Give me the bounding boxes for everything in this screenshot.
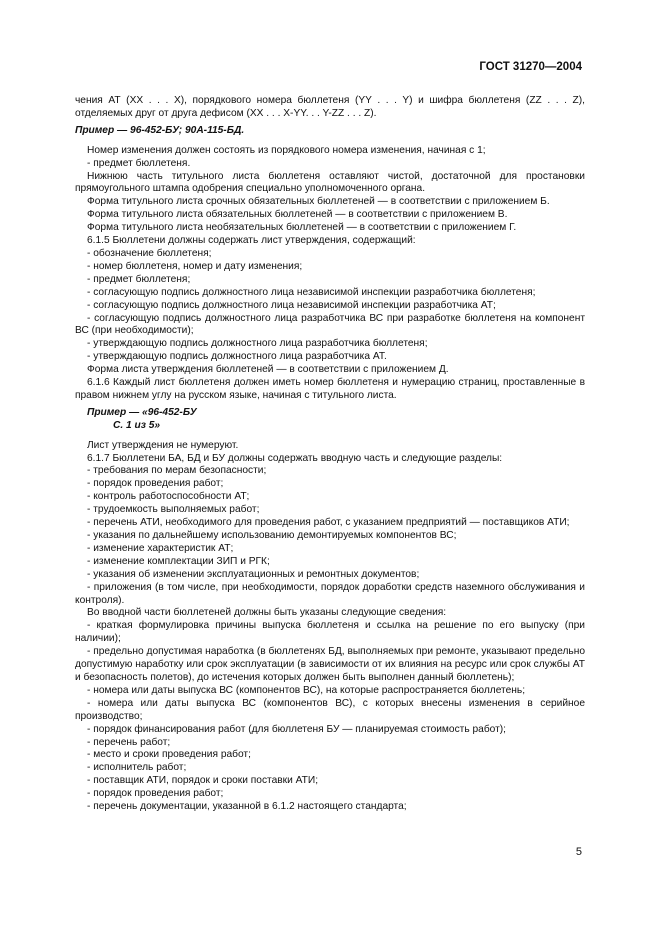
example: Пример — 96-452-БУ; 90А-115-БД. bbox=[75, 124, 245, 136]
list-item: - номера или даты выпуска ВС (компонентов ВС), на которые распространяется бюллетень; bbox=[87, 684, 526, 696]
standard-designation: ГОСТ 31270—2004 bbox=[479, 61, 582, 73]
list-item: - приложения (в том числе, при необходимости, порядок доработки средств наземного обслуживания и контроля). bbox=[75, 581, 585, 606]
page-number: 5 bbox=[575, 846, 582, 858]
list-item: - обозначение бюллетеня; bbox=[87, 247, 212, 259]
list-item: - место и сроки проведения работ; bbox=[87, 749, 251, 761]
list-item: - краткая формулировка причины выпуска бюллетеня и ссылка на решение по его выпуску (при наличии); bbox=[75, 620, 585, 645]
list-item: - согласующую подпись должностного лица разработчика ВС при разработке бюллетеня на компонент ВС (при необходимости); bbox=[75, 312, 585, 337]
paragraph: чения АТ (XX . . . X), порядкового номера бюллетеня (YY . . . Y) и шифра бюллетеня (ZZ . . . Z), отделяемых друг от друга дефисом (XX . . . X-YY. . . Y-ZZ . . . Z). bbox=[75, 95, 585, 119]
paragraph: Форма титульного листа необязательных бюллетеней — в соответствии с приложением Г. bbox=[87, 222, 517, 234]
example: Пример — «96-452-БУ bbox=[87, 406, 197, 418]
paragraph: Форма титульного листа обязательных бюллетеней — в соответствии с приложением В. bbox=[87, 209, 508, 221]
list-item: - предмет бюллетеня; bbox=[87, 273, 191, 285]
list-item: - перечень документации, указанной в 6.1.2 настоящего стандарта; bbox=[87, 801, 407, 813]
body-text bbox=[75, 95, 585, 814]
list-item: - трудоемкость выполняемых работ; bbox=[87, 504, 260, 516]
paragraph: Форма титульного листа срочных обязательных бюллетеней — в соответствии с приложением Б. bbox=[87, 196, 550, 208]
list-item: - требования по мерам безопасности; bbox=[87, 465, 267, 477]
section-6-1-6: 6.1.6 Каждый лист бюллетеня должен иметь номер бюллетеня и нумерацию страниц, проставленные в правом нижнем углу на русском языке, начиная с титульного листа. bbox=[75, 377, 585, 401]
example-continuation: С. 1 из 5» bbox=[113, 419, 161, 431]
list-item: - исполнитель работ; bbox=[87, 762, 187, 774]
list-item: - утверждающую подпись должностного лица разработчика АТ. bbox=[87, 351, 387, 363]
list-item: - порядок финансирования работ (для бюллетеня БУ — планируемая стоимость работ); bbox=[87, 723, 506, 735]
list-item: - предельно допустимая наработка (в бюллетенях БД, выполняемых при ремонте, указывают предельно допустимую наработку или срок эксплуатации (в зависимости от их влияния на ресурс или срок службы АТ и безопасность полетов), до истечения которых должен быть выполнен данный бюллетень); bbox=[75, 646, 585, 683]
list-item: - указания по дальнейшему использованию демонтируемых компонентов ВС; bbox=[87, 530, 457, 541]
list-item: - порядок проведения работ; bbox=[87, 788, 224, 800]
section-6-1-7: 6.1.7 Бюллетени БА, БД и БУ должны содержать вводную часть и следующие разделы: bbox=[87, 452, 503, 464]
paragraph: Форма листа утверждения бюллетеней — в соответствии с приложением Д. bbox=[87, 364, 449, 376]
list-item: - перечень работ; bbox=[87, 736, 171, 748]
list-item: - изменение характеристик АТ; bbox=[87, 542, 234, 554]
paragraph: Лист утверждения не нумеруют. bbox=[87, 439, 239, 451]
list-item: - согласующую подпись должностного лица независимой инспекции разработчика бюллетеня; bbox=[87, 286, 536, 298]
paragraph: Номер изменения должен состоять из порядкового номера изменения, начиная с 1; bbox=[87, 144, 486, 156]
list-item: - порядок проведения работ; bbox=[87, 478, 224, 490]
list-item: - номер бюллетеня, номер и дату изменения; bbox=[87, 260, 303, 272]
list-item: - перечень АТИ, необходимого для проведения работ, с указанием предприятий — поставщиков АТИ; bbox=[87, 517, 570, 529]
paragraph: Нижнюю часть титульного листа бюллетеня оставляют чистой, достаточной для простановки прямоугольного штампа одобрения специально уполномоченного органа. bbox=[75, 170, 585, 195]
list-item: - утверждающую подпись должностного лица разработчика бюллетеня; bbox=[87, 338, 428, 350]
list-item: - номера или даты выпуска ВС (компонентов ВС), с которых внесены изменения в серийное производство; bbox=[75, 697, 585, 722]
list-item: - указания об изменении эксплуатационных и ремонтных документов; bbox=[87, 568, 420, 580]
paragraph: Во вводной части бюллетеней должны быть указаны следующие сведения: bbox=[87, 607, 447, 619]
section-6-1-5: 6.1.5 Бюллетени должны содержать лист утверждения, содержащий: bbox=[87, 235, 416, 247]
list-item: - изменение комплектации ЗИП и РГК; bbox=[87, 555, 270, 567]
list-item: - контроль работоспособности АТ; bbox=[87, 491, 250, 503]
list-item: - предмет бюллетеня. bbox=[87, 157, 191, 169]
list-item: - согласующую подпись должностного лица независимой инспекции разработчика АТ; bbox=[87, 299, 496, 311]
list-item: - поставщик АТИ, порядок и сроки поставки АТИ; bbox=[87, 775, 319, 787]
